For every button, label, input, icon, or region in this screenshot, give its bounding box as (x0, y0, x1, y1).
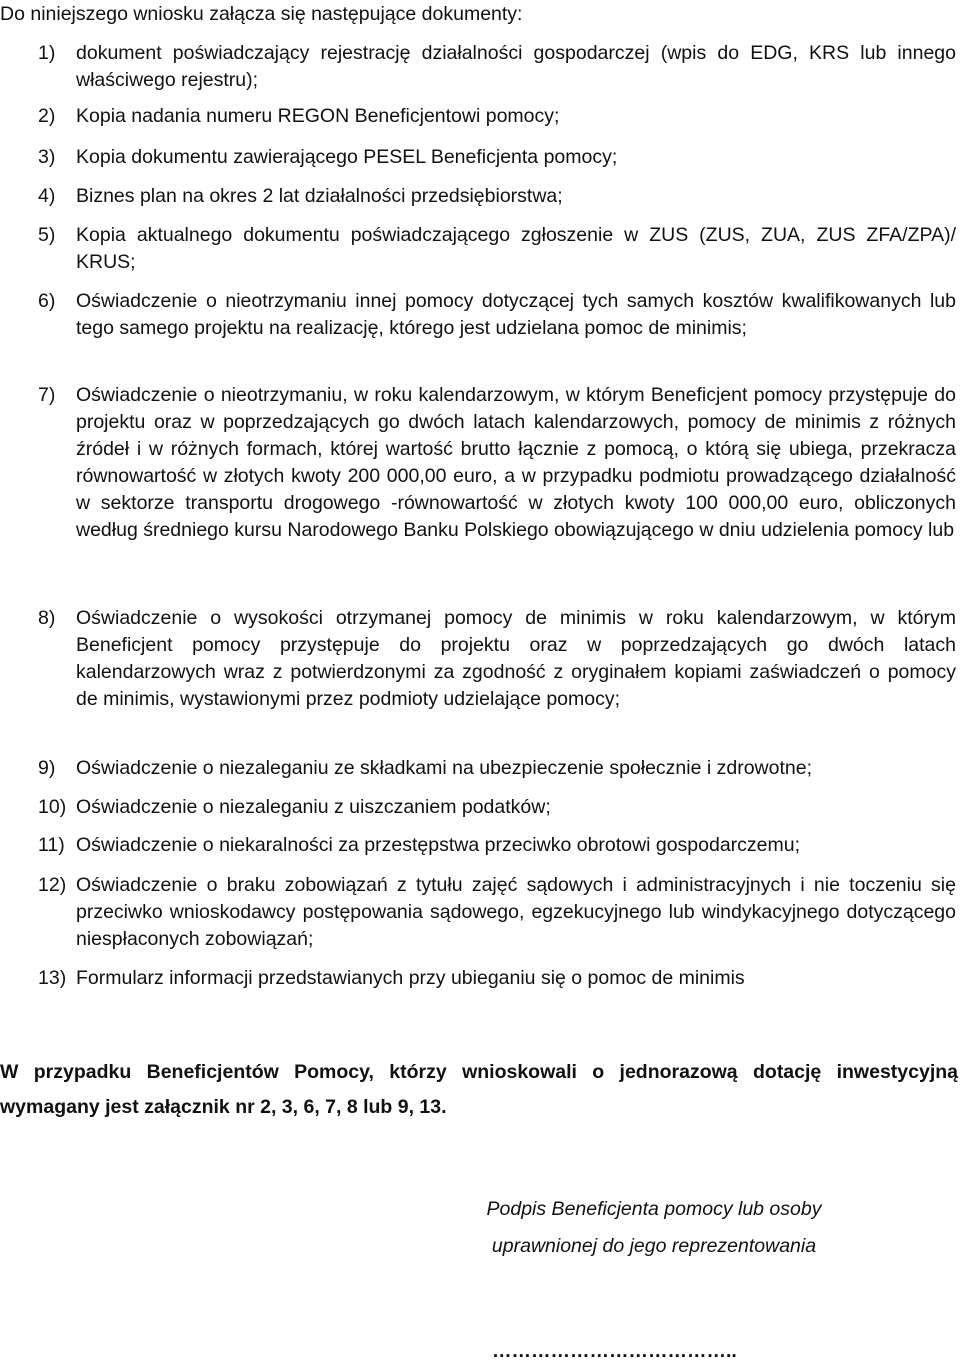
item-text: Oświadczenie o wysokości otrzymanej pomocy de minimis w roku kalendarzowym, w którym Beneficjent pomocy przystępuje do projektu oraz w poprzedzających go dwóch latach kalendarzowych wraz z potwierdzonymi za zgodność z oryginałem kopiami zaświadczeń o pomocy de minimis, wystawionymi przez podmioty udzielające pomocy; (76, 607, 956, 710)
list-item (38, 872, 956, 953)
item-text: dokument poświadczający rejestrację działalności gospodarczej (wpis do EDG, KRS lub innego właściwego rejestru); (76, 42, 956, 91)
item-text: Kopia nadania numeru REGON Beneficjentowi pomocy; (76, 105, 560, 127)
item-text: Oświadczenie o nieotrzymaniu, w roku kalendarzowym, w którym Beneficjent pomocy przystępuje do projektu oraz w poprzedzających go dwóch latach kalendarzowych, pomocy de minimis z różnych źródeł i w różnych formach, której wartość brutto łącznie z pomocą, o którą się ubiega, przekracza równowartość w złotych kwoty 200 000,00 euro, a w przypadku podmiotu prowadzącego działalność w sektorze transportu drogowego -równowartość w złotych kwoty 100 000,00 euro, obliczonych według średniego kursu Narodowego Banku Polskiego obowiązującego w dniu udzielenia pomocy lub (76, 384, 956, 541)
list-item (38, 40, 956, 94)
item-text: Oświadczenie o niezaleganiu ze składkami na ubezpieczenie społecznie i zdrowotne; (76, 757, 813, 779)
item-number: 5) (38, 224, 56, 246)
item-text: Oświadczenie o niezaleganiu z uiszczaniem podatków; (76, 796, 551, 818)
item-number: 13) (38, 967, 67, 989)
list-item (38, 794, 956, 821)
item-number: 12) (38, 874, 67, 896)
list-item (38, 144, 956, 171)
item-number: 6) (38, 290, 56, 312)
item-text: Kopia dokumentu zawierającego PESEL Beneficjenta pomocy; (76, 146, 618, 168)
list-item (38, 183, 956, 210)
list-item (38, 965, 956, 992)
signature-caption-line-2: uprawnionej do jego reprezentowania (491, 1235, 817, 1257)
item-number: 3) (38, 146, 56, 168)
list-item (38, 288, 956, 342)
list-item (38, 103, 956, 130)
item-number: 11) (38, 834, 65, 856)
list-item (38, 755, 956, 782)
list-item (38, 382, 956, 544)
list-item (38, 222, 956, 276)
signature-caption-line-1: Podpis Beneficjenta pomocy lub osoby (486, 1198, 822, 1220)
item-number: 10) (38, 796, 67, 818)
item-number: 1) (38, 42, 56, 64)
item-text: Biznes plan na okres 2 lat działalności przedsiębiorstwa; (76, 185, 563, 207)
item-text: Oświadczenie o braku zobowiązań z tytułu zajęć sądowych i administracyjnych i nie toczeniu się przeciwko wnioskodawcy postępowania sądowego, egzekucyjnego lub windykacyjnego dotyczącego niespłaconych zobowiązań; (76, 874, 956, 950)
item-text: Formularz informacji przedstawianych przy ubieganiu się o pomoc de minimis (76, 967, 745, 989)
intro-text: Do niniejszego wniosku załącza się następujące dokumenty: (0, 3, 523, 25)
list-item (38, 832, 956, 859)
attachment-note: W przypadku Beneficjentów Pomocy, którzy wnioskowali o jednorazową dotację inwestycyjną wymagany jest załącznik nr 2, 3, 6, 7, 8 lub 9, 13. (0, 1061, 958, 1118)
item-number: 4) (38, 185, 56, 207)
item-number: 8) (38, 607, 56, 629)
signature-line: ……………………………….. (492, 1340, 737, 1362)
item-text: Oświadczenie o nieotrzymaniu innej pomocy dotyczącej tych samych kosztów kwalifikowanych lub tego samego projektu na realizację, którego jest udzielana pomoc de minimis; (76, 290, 956, 339)
item-text: Oświadczenie o niekaralności za przestępstwa przeciwko obrotowi gospodarczemu; (76, 834, 801, 856)
item-number: 2) (38, 105, 56, 127)
item-text: Kopia aktualnego dokumentu poświadczającego zgłoszenie w ZUS (ZUS, ZUA, ZUS ZFA/ZPA)/ KRUS; (76, 224, 956, 273)
item-number: 7) (38, 384, 56, 406)
list-item (38, 605, 956, 713)
item-number: 9) (38, 757, 56, 779)
